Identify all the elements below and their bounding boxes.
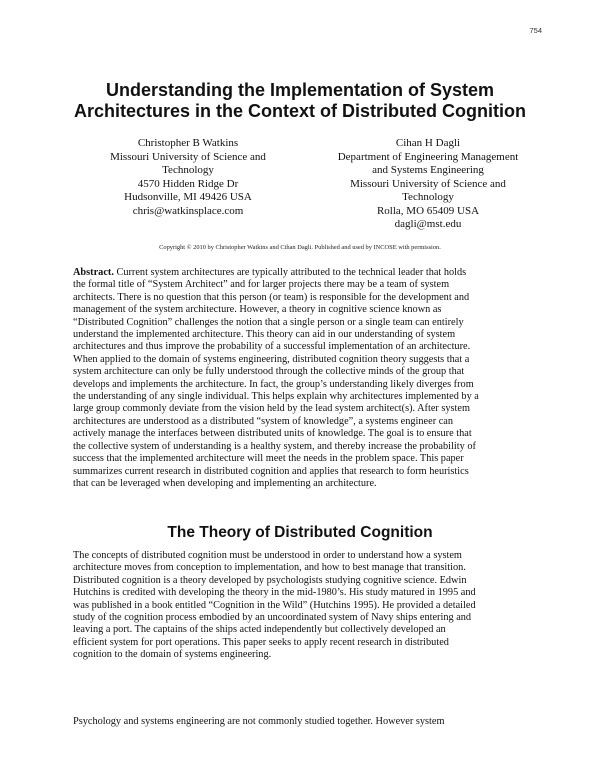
page-number: 754 (529, 26, 542, 35)
paragraph-line: The concepts of distributed cognition must be understood in order to understand how a system (73, 550, 462, 561)
abstract-line: actively manage the interfaces between distributed units of knowledge. The goal is to ensure that (73, 428, 472, 440)
author-affiliation: Missouri University of Science and (350, 177, 506, 190)
author-affiliation: and Systems Engineering (372, 164, 484, 176)
copyright-notice: Copyright © 2010 by Christopher Watkins and Cihan Dagli. Published and used by INCOSE with permission. (159, 244, 441, 251)
author-affiliation: Technology (402, 191, 454, 203)
author-email: chris@watkinsplace.com (132, 204, 244, 217)
paragraph-line: leaving a port. The captains of the ships acted independently but collectively developed an (73, 624, 446, 636)
title-line: Understanding the Implementation of System (105, 80, 495, 100)
author-name: Cihan H Dagli (395, 137, 461, 149)
abstract-line: system architecture can only be fully understood through the collective minds of the group that (73, 366, 465, 378)
author-name: Christopher B Watkins (137, 137, 239, 149)
body-paragraph (73, 550, 529, 662)
author-affiliation: Missouri University of Science and (110, 150, 266, 163)
abstract-line: the collective system of understanding is a healthy system, and thereby increase the probability of (73, 440, 476, 452)
author-block-dagli (328, 137, 528, 232)
author-block-watkins (88, 137, 288, 218)
abstract-line (73, 267, 529, 279)
abstract-line: large group commonly deviate from the vision held by the lead system architect(s). After system (73, 403, 470, 415)
paragraph-line: study of the cognition process embodied by an uncoordinated system of Navy ships entering and (73, 612, 472, 624)
paragraph-line: architecture moves from conception to implementation, and how to best manage that transition. (73, 562, 466, 574)
paragraph-line: Hutchins is credited with developing the theory in the mid-1980’s. His study matured in 1995 and (73, 587, 476, 599)
abstract-line: management of the system architecture. However, a theory in cognitive science known as (73, 304, 442, 316)
abstract-line: architectures are understood as a distributed “system of knowledge”, a systems engineer can (73, 415, 453, 427)
paragraph-line: Psychology and systems engineering are not commonly studied together. However system (73, 716, 445, 727)
abstract-line: architectures and thus improve the probability of a successful implementation of an architecture. (73, 341, 471, 353)
author-address: 4570 Hidden Ridge Dr (137, 177, 239, 190)
abstract-line: When applied to the domain of systems engineering, distributed cognition theory suggests that a (73, 353, 470, 365)
author-affiliation: Department of Engineering Management (337, 150, 519, 163)
author-affiliation: Technology (162, 164, 214, 176)
abstract-line: the formal title of “System Architect” and for larger projects there may be a team of system (73, 279, 450, 291)
paragraph-line: was published in a book entitled “Cognition in the Wild” (Hutchins 1995). He provided a detailed (73, 599, 476, 611)
abstract-line: develops and implements the architecture. In fact, the group’s understanding likely diverges from (73, 378, 474, 390)
paragraph-line: Distributed cognition is a theory developed by psychologists studying cognitive science. Edwin (73, 574, 467, 586)
abstract (73, 267, 529, 490)
abstract-line: the understanding of any single individual. This helps explain why architectures implemented by a (73, 391, 479, 403)
body-paragraph (73, 716, 529, 728)
title-line: Architectures in the Context of Distributed Cognition (73, 101, 526, 121)
abstract-line: summarizes current research in distributed cognition and applies that research to form heuristics (73, 465, 469, 477)
author-address: Hudsonville, MI 49426 USA (124, 191, 252, 203)
paragraph-line: efficient system for port operations. This paper seeks to apply recent research in distributed (73, 636, 449, 648)
abstract-line: understand the implemented architecture. This theory can aid in our understanding of system (73, 329, 456, 341)
paragraph-line: cognition to the domain of systems engineering. (73, 649, 272, 661)
abstract-line: “Distributed Cognition” challenges the notion that a single person or a single team can entirely (73, 316, 464, 328)
abstract-line: success that the implemented architecture will meet the needs in the problem space. This paper (73, 453, 464, 465)
paper-title (40, 80, 560, 122)
abstract-label: Abstract. (73, 267, 114, 278)
abstract-line: that can be leveraged when developing and implementing an architecture. (73, 477, 377, 489)
section-heading: The Theory of Distributed Cognition (167, 524, 433, 541)
abstract-line-text: Current system architectures are typically attributed to the technical leader that holds (113, 267, 467, 278)
author-address: Rolla, MO 65409 USA (376, 204, 480, 217)
abstract-line: architects. There is no question that this person (or team) is responsible for the development and (73, 291, 470, 303)
author-email: dagli@mst.edu (394, 218, 462, 230)
